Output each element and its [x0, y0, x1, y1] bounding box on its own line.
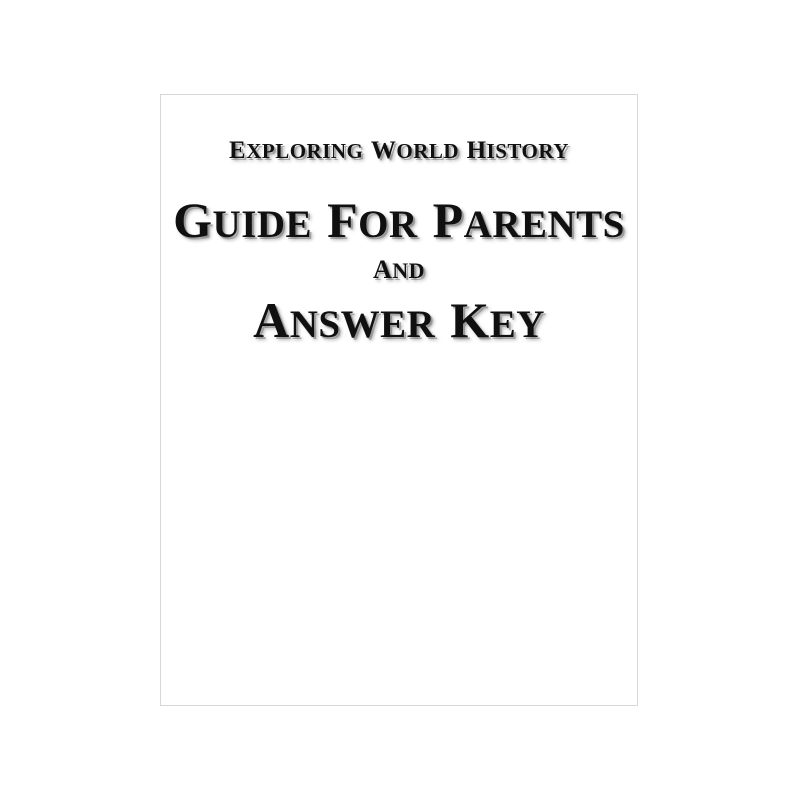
- series-title-word-3-rest: ISTORY: [486, 139, 569, 163]
- book-cover-page: [160, 94, 638, 706]
- cover-content: [161, 95, 637, 705]
- main-title-line-2: [161, 291, 637, 349]
- series-title-word-1-cap: E: [229, 137, 247, 164]
- series-title: [161, 137, 637, 165]
- main-title-1-word-1-cap: G: [173, 192, 213, 248]
- conjunction-rest: ND: [392, 258, 426, 283]
- main-title-1-word-2-cap: F: [327, 192, 359, 248]
- main-title-1-word-3-rest: ARENTS: [463, 203, 625, 246]
- main-title-1-word-1-rest: UIDE: [212, 203, 313, 246]
- series-title-word-2-rest: ORLD: [396, 139, 460, 163]
- main-title-line-1: [161, 191, 637, 249]
- main-title-2-word-2-rest: EY: [489, 303, 545, 346]
- conjunction-and: [161, 255, 637, 285]
- conjunction-cap: A: [372, 255, 393, 284]
- main-title-2-word-1-rest: NSWER: [289, 303, 436, 346]
- main-title-2-word-1-cap: A: [253, 292, 290, 348]
- main-title-1-word-3-cap: P: [432, 192, 464, 248]
- main-title-2-word-2-cap: K: [450, 292, 490, 348]
- series-title-word-3-cap: H: [466, 137, 487, 164]
- main-title-1-word-2-rest: OR: [358, 203, 418, 246]
- series-title-word-2-cap: W: [370, 137, 397, 164]
- series-title-word-1-rest: XPLORING: [246, 139, 364, 163]
